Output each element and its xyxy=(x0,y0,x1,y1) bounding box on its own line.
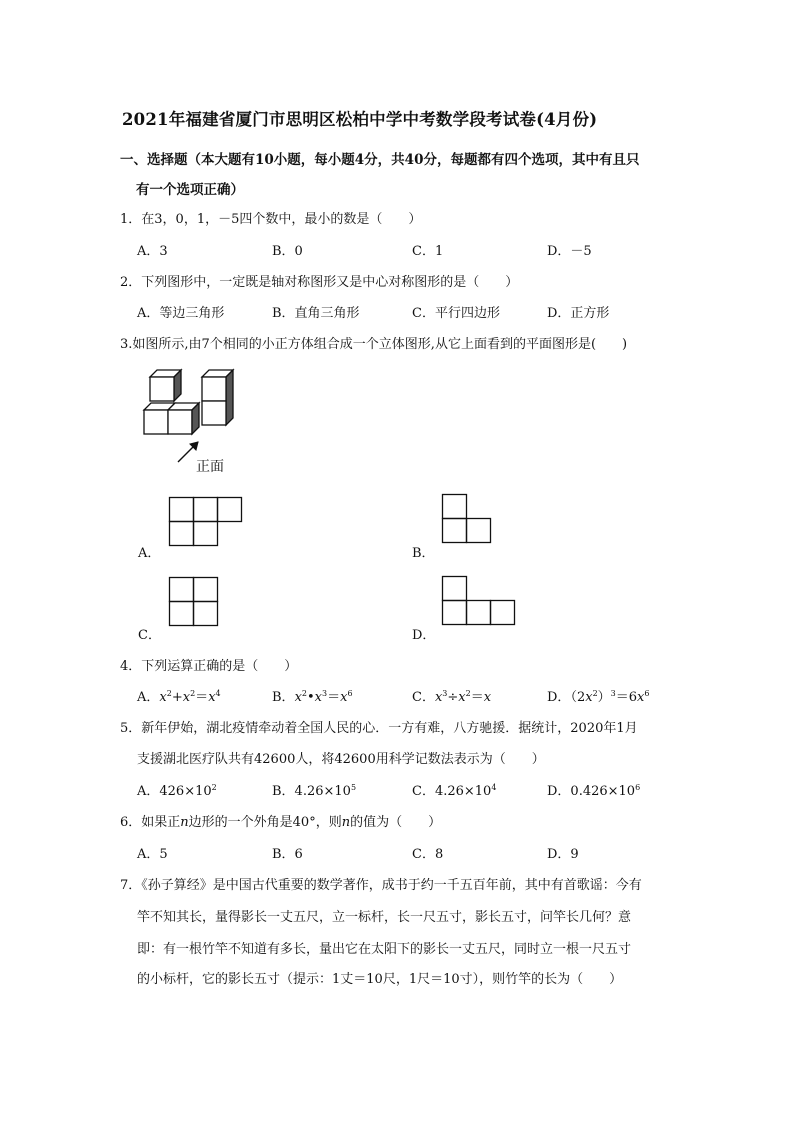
q6-option-b: B．6 xyxy=(272,847,303,862)
q1-option-c: C．1 xyxy=(412,244,444,259)
question-2-stem: 2．下列图形中，一定既是轴对称图形又是中心对称图形的是（ ） xyxy=(120,275,519,290)
page-title: 2021年福建省厦门市思明区松柏中学中考数学段考试卷(4月份) xyxy=(122,110,598,129)
q2-option-d: D．正方形 xyxy=(547,306,610,321)
question-5-stem-line2: 支援湖北医疗队共有42600人，将42600用科学记数法表示为（ ） xyxy=(137,752,545,767)
q2-option-a: A．等边三角形 xyxy=(137,306,225,321)
q5-option-d: D．$0.426\times 10^6$ xyxy=(547,783,641,799)
question-1-stem: 1．在3，0，1，－5四个数中，最小的数是（ ） xyxy=(120,212,422,227)
q2-option-b: B．直角三角形 xyxy=(272,306,360,321)
q5-option-b: B．$4.26\times 10^5$ xyxy=(272,783,357,799)
q4-option-a: A．$x^2+x^2=x^4$ xyxy=(137,689,221,705)
q4-option-c: C．$x^3\div x^2=x$ xyxy=(412,689,492,705)
q3-option-a-label: A． xyxy=(138,546,161,561)
q4-option-d: D．$(2x^2)^3=6x^6$ xyxy=(547,689,650,705)
q1-option-a: A．3 xyxy=(137,244,168,259)
q3-option-b-label: B． xyxy=(412,546,435,561)
section-heading-line1: 一、选择题（本大题有10小题，每小题4分，共40分，每题都有四个选项，其中有且只 xyxy=(120,152,640,168)
q2-option-c: C．平行四边形 xyxy=(412,306,500,321)
q5-option-a: A．$426\times 10^2$ xyxy=(137,783,217,799)
question-7-line3: 即：有一根竹竿不知道有多长，量出它在太阳下的影长一丈五尺，同时立一根一尺五寸 xyxy=(137,942,632,957)
q3-option-c-figure xyxy=(169,577,221,629)
q1-option-b: B．0 xyxy=(272,244,303,259)
q3-option-d-label: D． xyxy=(412,628,436,643)
q1-option-d: D．－5 xyxy=(547,244,592,259)
question-7-line1: 7．《孙子算经》是中国古代重要的数学著作，成书于约一千五百年前，其中有首歌谣：今有 xyxy=(120,878,642,893)
question-4-stem: 4．下列运算正确的是（ ） xyxy=(120,659,298,674)
q6-option-a: A．5 xyxy=(137,847,168,862)
q4-option-b: B．$x^2•x^3=x^6$ xyxy=(272,689,353,705)
q6-option-c: C．8 xyxy=(412,847,444,862)
q3-option-a-figure xyxy=(169,497,244,549)
q6-option-d: D．9 xyxy=(547,847,579,862)
q3-option-c-label: C． xyxy=(138,628,161,643)
question-7-line4: 的小标杆，它的影长五寸（提示：1丈＝10尺，1尺＝10寸），则竹竿的长为（ ） xyxy=(137,972,623,987)
cube-figure xyxy=(138,366,248,476)
question-5-stem-line1: 5．新年伊始，湖北疫情牵动着全国人民的心．一方有难，八方驰援．据统计，2020年1月 xyxy=(120,721,638,736)
section-heading-line2: 有一个选项正确） xyxy=(136,182,244,198)
figure-label-front: 正面 xyxy=(196,459,224,475)
question-6-stem: 6．如果正n边形的一个外角是40°，则n的值为（ ） xyxy=(120,815,442,830)
q5-option-c: C．$4.26\times 10^4$ xyxy=(412,783,497,799)
q3-option-d-figure xyxy=(442,576,518,628)
question-7-line2: 竿不知其长，量得影长一丈五尺，立一标杆，长一尺五寸，影长五寸，问竿长几何？意 xyxy=(137,910,632,925)
question-3-stem: 3.如图所示,由7个相同的小正方体组合成一个立体图形,从它上面看到的平面图形是( ) xyxy=(120,337,628,352)
q3-option-b-figure xyxy=(442,494,494,546)
